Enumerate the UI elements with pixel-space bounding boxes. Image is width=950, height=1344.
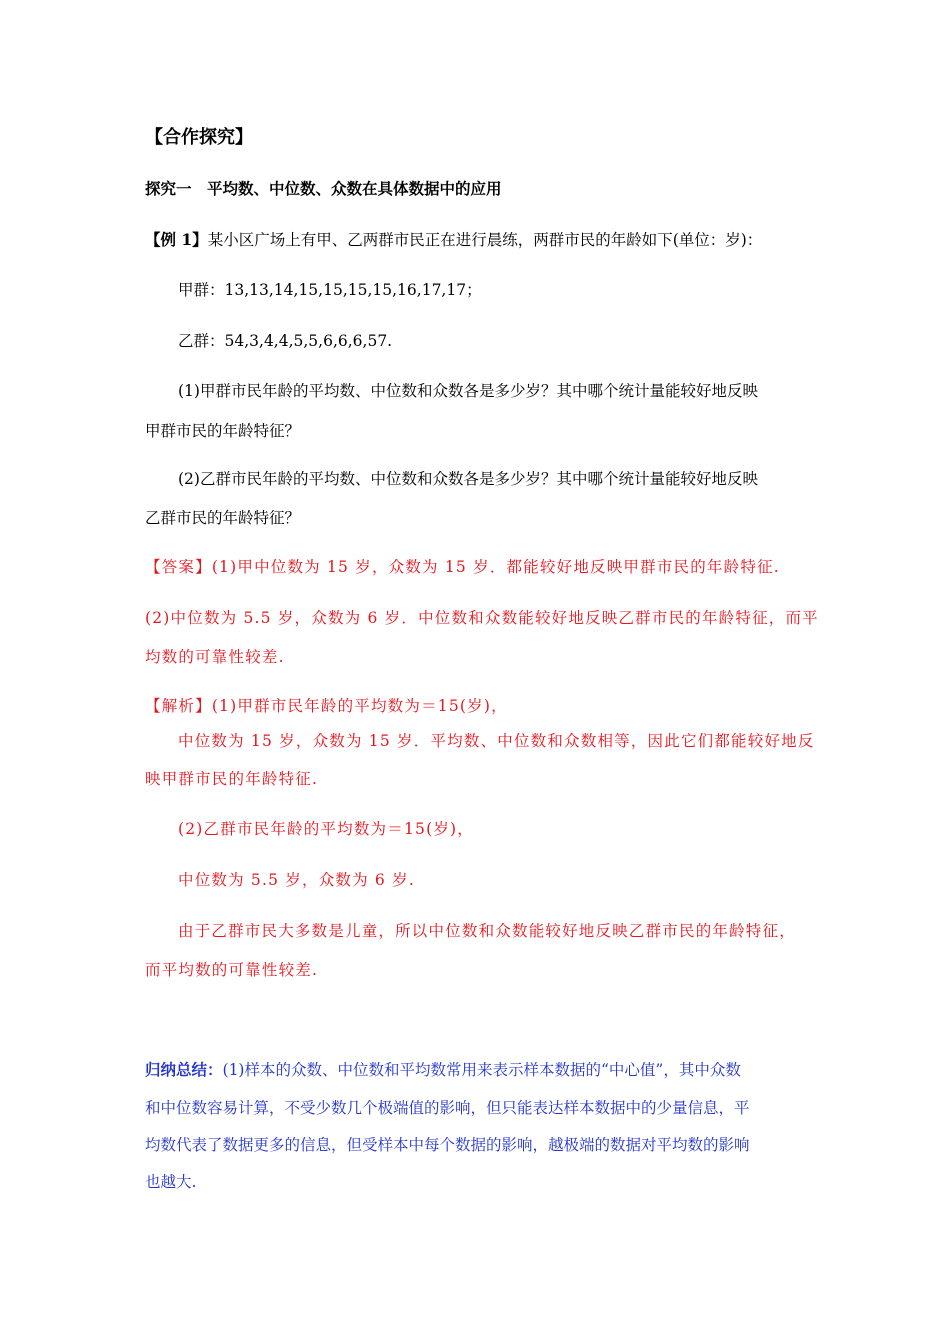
analysis-line-5: 中位数为 5.5 岁，众数为 6 岁. — [178, 871, 415, 889]
answer-line-1 — [145, 560, 780, 576]
analysis-line-4: (2)乙群市民年龄的平均数为＝15(岁)， — [178, 820, 474, 838]
example-label: 【例 1】 — [145, 230, 208, 249]
topic-heading: 探究一 平均数、中位数、众数在具体数据中的应用 — [145, 180, 502, 198]
question-1-line-2: 甲群市民的年龄特征？ — [145, 422, 301, 440]
summary-line-3: 均数代表了数据更多的信息，但受样本中每个数据的影响，越极端的数据对平均数的影响 — [145, 1136, 750, 1154]
answer-text-1: (1)甲中位数为 15 岁，众数为 15 岁．都能较好地反映甲群市民的年龄特征. — [211, 558, 780, 576]
summary-line-1 — [145, 1062, 741, 1079]
answer-line-2: (2)中位数为 5.5 岁，众数为 6 岁．中位数和众数能较好地反映乙群市民的年龄特征，而平 — [145, 609, 819, 627]
summary-text-1: (1)样本的众数、中位数和平均数常用来表示样本数据的“中心值”，其中众数 — [222, 1061, 741, 1079]
analysis-line-6: 由于乙群市民大多数是儿童，所以中位数和众数能较好地反映乙群市民的年龄特征， — [178, 922, 796, 940]
question-1-line-1: (1)甲群市民年龄的平均数、中位数和众数各是多少岁？其中哪个统计量能较好地反映 — [178, 382, 758, 400]
summary-line-2: 和中位数容易计算，不受少数几个极端值的影响，但只能表达样本数据中的少量信息，平 — [145, 1099, 750, 1117]
analysis-label: 【解析】 — [145, 697, 212, 715]
summary-line-4: 也越大. — [145, 1173, 197, 1191]
example-intro — [145, 232, 762, 249]
answer-line-3: 均数的可靠性较差. — [145, 648, 285, 666]
analysis-line-1 — [145, 699, 508, 715]
question-2-line-2: 乙群市民的年龄特征？ — [145, 509, 301, 527]
analysis-line-3: 映甲群市民的年龄特征. — [145, 770, 319, 788]
analysis-line-7: 而平均数的可靠性较差. — [145, 961, 319, 979]
summary-label: 归纳总结： — [145, 1060, 223, 1079]
analysis-text-1: (1)甲群市民年龄的平均数为＝15(岁)， — [211, 697, 508, 715]
group-b-data: 乙群：54,3,4,4,5,5,6,6,6,57. — [178, 332, 393, 350]
group-a-data: 甲群：13,13,14,15,15,15,15,16,17,17； — [178, 281, 482, 299]
section-title: 【合作探究】 — [145, 127, 253, 148]
analysis-line-2: 中位数为 15 岁，众数为 15 岁．平均数、中位数和众数相等，因此它们都能较好地反 — [178, 732, 815, 750]
example-intro-text: 某小区广场上有甲、乙两群市民正在进行晨练，两群市民的年龄如下(单位：岁)： — [207, 231, 763, 249]
answer-label: 【答案】 — [145, 558, 212, 576]
question-2-line-1: (2)乙群市民年龄的平均数、中位数和众数各是多少岁？其中哪个统计量能较好地反映 — [178, 470, 758, 488]
